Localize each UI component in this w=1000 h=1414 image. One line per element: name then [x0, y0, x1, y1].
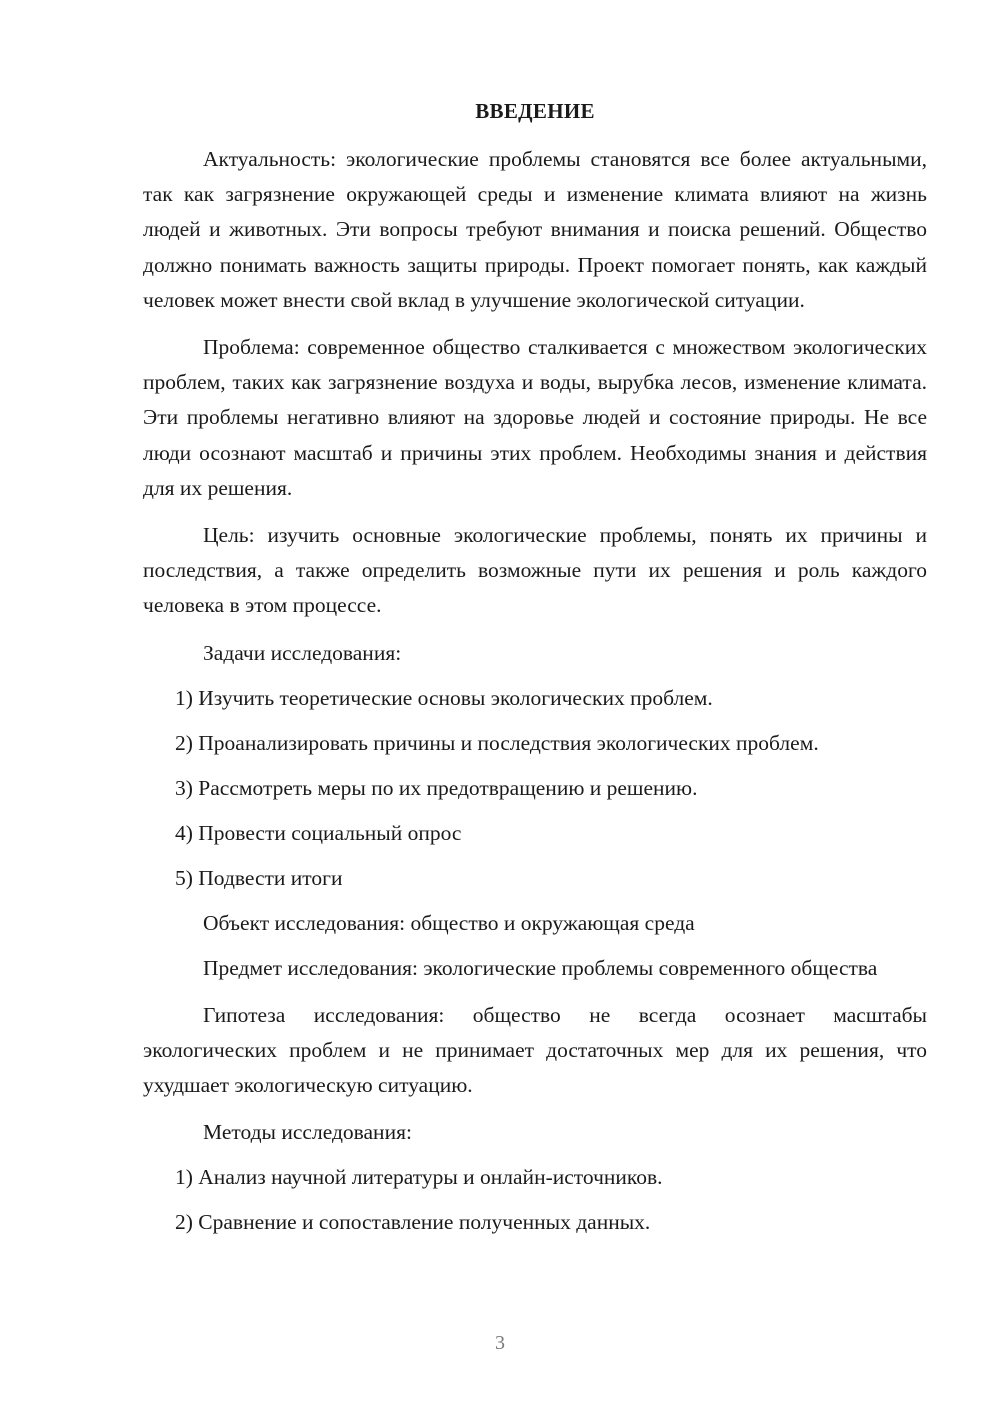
hypothesis-paragraph: Гипотеза исследования: общество не всегда осознает масштабы экологических проблем и не принимает достаточных мер для их решения, что ухудшает экологическую ситуацию.	[143, 1002, 927, 1098]
problem-paragraph: Проблема: современное общество сталкивается с множеством экологических проблем, таких как загрязнение воздуха и воды, вырубка лесов, изменение климата. Эти проблемы негативно влияют на здоровье людей и состояние природы. Не все люди осознают масштаб и причины этих проблем. Необходимы знания и действия для их решения.	[143, 335, 927, 500]
document-page	[143, 96, 927, 1250]
task-item: 3) Рассмотреть меры по их предотвращению и решению.	[175, 775, 698, 800]
page-number: 3	[495, 1332, 505, 1354]
method-item: 1) Анализ научной литературы и онлайн-источников.	[175, 1165, 663, 1190]
task-item: 2) Проанализировать причины и последствия экологических проблем.	[175, 730, 819, 755]
methods-label: Методы исследования:	[203, 1120, 412, 1145]
task-item: 5) Подвести итоги	[175, 865, 343, 890]
section-title: ВВЕДЕНИЕ	[475, 99, 595, 123]
task-item: 4) Провести социальный опрос	[175, 820, 462, 845]
object-line: Объект исследования: общество и окружающая среда	[203, 910, 695, 935]
method-item: 2) Сравнение и сопоставление полученных данных.	[175, 1210, 651, 1235]
tasks-label: Задачи исследования:	[203, 640, 402, 665]
subject-paragraph: Предмет исследования: экологические проблемы современного общества	[203, 955, 878, 980]
task-item: 1) Изучить теоретические основы экологических проблем.	[175, 685, 713, 710]
relevance-paragraph: Актуальность: экологические проблемы становятся все более актуальными, так как загрязнение окружающей среды и изменение климата влияют на жизнь людей и животных. Эти вопросы требуют внимания и поиска решений. Общество должно понимать важность защиты природы. Проект помогает понять, как каждый человек может внести свой вклад в улучшение экологической ситуации.	[143, 147, 927, 312]
goal-paragraph: Цель: изучить основные экологические проблемы, понять их причины и последствия, а также определить возможные пути их решения и роль каждого человека в этом процессе.	[143, 523, 927, 618]
